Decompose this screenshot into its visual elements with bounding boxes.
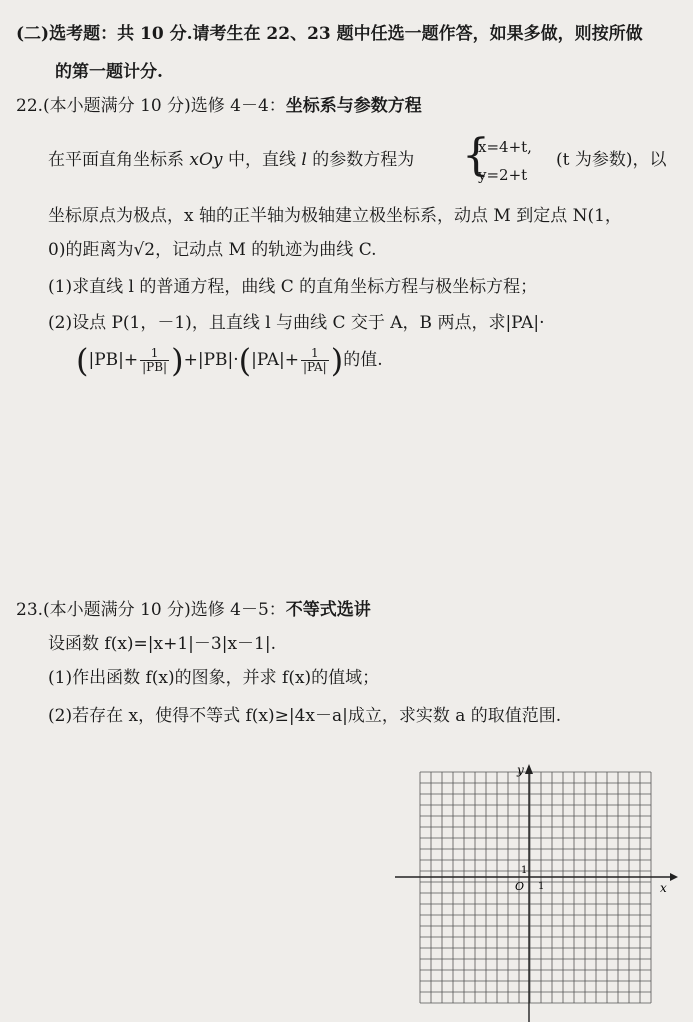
x-axis-label: x (660, 881, 667, 895)
q22-part1: (1)求直线 l 的普通方程，曲线 C 的直角坐标方程与极坐标方程； (48, 277, 538, 297)
coordinate-grid (390, 760, 680, 1022)
q23-title (16, 598, 371, 622)
q22-line1-text-a: 在平面直角坐标系 (48, 150, 190, 170)
origin-label: O (515, 880, 525, 893)
frac-den: |PA| (302, 360, 327, 374)
expr-end: 的值. (343, 350, 383, 370)
q23-title-prefix: 23.(本小题满分 10 分)选修 4－5： (16, 600, 286, 620)
q22-title-topic: 坐标系与参数方程 (285, 96, 422, 116)
expr-pa: |PA|+ (251, 350, 299, 370)
q22-part2: (2)设点 P(1，－1)，且直线 l 与曲线 C 交于 A，B 两点，求|PA|· (48, 313, 545, 333)
x-axis-arrow (670, 873, 678, 881)
q22-expression (76, 340, 383, 380)
section-header-line2: 的第一题计分. (55, 62, 163, 82)
q22-title-prefix: 22.(本小题满分 10 分)选修 4－4： (16, 96, 286, 116)
q23-title-topic: 不等式选讲 (285, 600, 371, 620)
left-paren: ( (238, 341, 252, 380)
frac-den: |PB| (142, 360, 168, 374)
unit-y-label: 1 (521, 865, 528, 876)
right-paren: ) (171, 341, 184, 380)
q22-line1-text-b: 中，直线 (222, 150, 302, 170)
expr-pb: |PB|+ (88, 350, 139, 370)
q22-line3: 0)的距离为√2，记动点 M 的轨迹为曲线 C. (48, 240, 377, 260)
frac-1-over-pb (140, 347, 169, 374)
expr-mid: +|PB|· (183, 350, 239, 370)
frac-num: 1 (140, 347, 169, 361)
frac-num: 1 (301, 347, 329, 361)
q22-system-brace: { (462, 130, 490, 181)
q22-line2: 坐标原点为极点，x 轴的正半轴为极轴建立极坐标系，动点 M 到定点 N(1， (48, 206, 622, 226)
q22-coord-system: xOy (189, 150, 223, 170)
y-axis-label: y (517, 763, 524, 777)
q22-line1 (48, 148, 414, 172)
q23-part2: (2)若存在 x，使得不等式 f(x)≥|4x－a|成立，求实数 a 的取值范围. (48, 706, 562, 726)
q23-line1: 设函数 f(x)=|x+1|－3|x－1|. (48, 634, 276, 654)
q22-line-l: l (301, 150, 307, 170)
unit-x-label: 1 (538, 881, 545, 892)
q22-param-note: (t 为参数)，以 (556, 150, 667, 170)
frac-1-over-pa (301, 347, 329, 374)
q23-part1: (1)作出函数 f(x)的图象，并求 f(x)的值域； (48, 668, 380, 688)
section-header-line1: (二)选考题：共 10 分.请考生在 22、23 题中任选一题作答，如果多做，则按所做 (16, 24, 643, 44)
y-axis-arrow (525, 764, 533, 774)
q22-line1-text-c: 的参数方程为 (306, 150, 415, 170)
q22-title (16, 94, 422, 118)
q22-system-eq1: x=4+t, (478, 138, 532, 156)
right-paren: ) (330, 341, 344, 380)
left-paren: ( (76, 341, 89, 380)
q22-system-eq2: y=2+t (478, 166, 528, 184)
